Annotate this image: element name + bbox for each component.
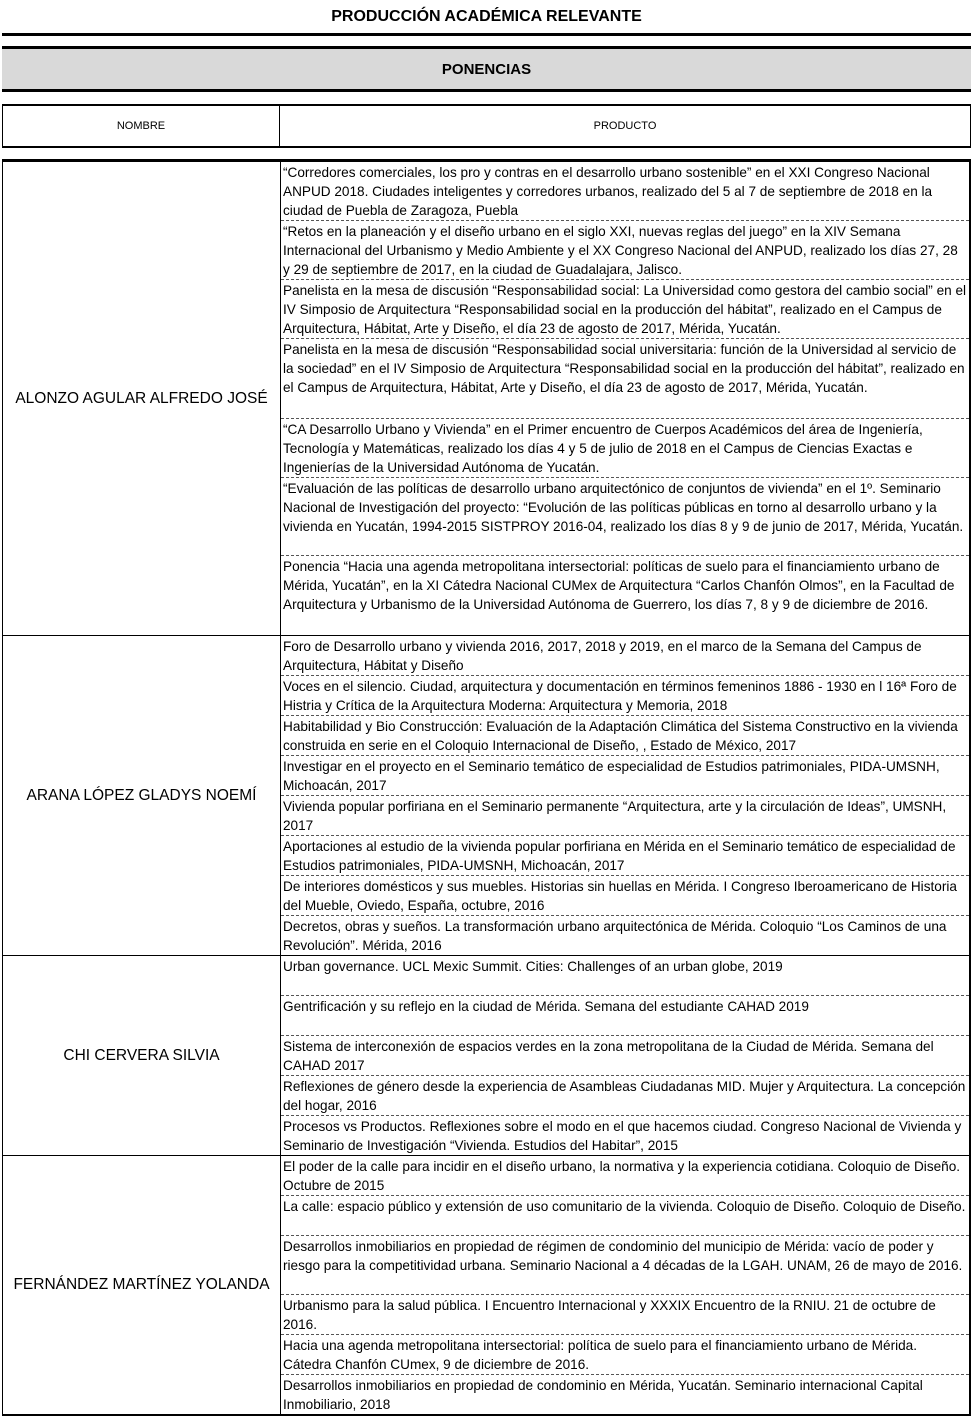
- product-cell: “CA Desarrollo Urbano y Vivienda” en el Primer encuentro de Cuerpos Académicos del área de Ingeniería, Tecnología y Matemáticas, realizado los días 4 y 5 de julio de 2018 en el Campus de Ciencias Exactas e Ingenierías de la Universidad Autónoma de Yucatán.: [281, 419, 971, 478]
- column-header-name: NOMBRE: [2, 106, 280, 146]
- page-title: PRODUCCIÓN ACADÉMICA RELEVANTE: [2, 0, 971, 36]
- product-cell: Voces en el silencio. Ciudad, arquitectura y documentación en términos femeninos 1886 - 1930 en l 16ª Foro de Histria y Crítica de la Arquitectura Moderna: Arquitectura y Memoria, 2018: [281, 676, 971, 716]
- column-header-product: PRODUCTO: [280, 106, 971, 146]
- author-name: ALONZO AGULAR ALFREDO JOSÉ: [3, 161, 281, 636]
- author-name: ARANA LÓPEZ GLADYS NOEMÍ: [3, 636, 281, 956]
- product-cell: Panelista en la mesa de discusión “Responsabilidad social: La Universidad como gestora del cambio social” en el IV Simposio de Arquitectura “Responsabilidad social en la producción del hábitat”, realizado en el Campus de Arquitectura, Hábitat, Arte y Diseño, el día 23 de agosto de 2017, Mérida, Yucatán.: [281, 280, 971, 339]
- product-cell: La calle: espacio público y extensión de uso comunitario de la vivienda. Coloquio de Diseño. Coloquio de Diseño.: [281, 1196, 971, 1236]
- product-cell: “Corredores comerciales, los pro y contras en el desarrollo urbano sostenible” en el XXI Congreso Nacional ANPUD 2018. Ciudades inteligentes y corredores urbanos, realizado del 5 al 7 de septiembre de 2018 en la ciudad de Puebla de Zaragoza, Puebla: [281, 161, 971, 221]
- product-cell: Aportaciones al estudio de la vivienda popular porfiriana en Mérida en el Seminario temático de especialidad de Estudios patrimoniales, PIDA-UMSNH, Michoacán, 2017: [281, 836, 971, 876]
- product-cell: Sistema de interconexión de espacios verdes en la zona metropolitana de la Ciudad de Mérida. Semana del CAHAD 2017: [281, 1036, 971, 1076]
- table-header: [2, 104, 971, 148]
- table-row: [3, 1156, 971, 1196]
- product-cell: Panelista en la mesa de discusión “Responsabilidad social universitaria: función de la Universidad al servicio de la sociedad” en el IV Simposio de Arquitectura “Responsabilidad social en la producción del hábitat”, realizado en el Campus de Arquitectura, Hábitat, Arte y Diseño, el día 23 de agosto de 2017, Mérida, Yucatán.: [281, 339, 971, 419]
- product-cell: Urbanismo para la salud pública. I Encuentro Internacional y XXXIX Encuentro de la RNIU. 21 de octubre de 2016.: [281, 1295, 971, 1335]
- product-cell: Decretos, obras y sueños. La transformación urbano arquitectónica de Mérida. Coloquio “Los Caminos de una Revolución”. Mérida, 2016: [281, 916, 971, 956]
- product-cell: Vivienda popular porfiriana en el Seminario permanente “Arquitectura, arte y la circulación de Ideas”, UMSNH, 2017: [281, 796, 971, 836]
- table-row: [3, 161, 971, 221]
- product-cell: El poder de la calle para incidir en el diseño urbano, la normativa y la experiencia cotidiana. Coloquio de Diseño. Octubre de 2015: [281, 1156, 971, 1196]
- product-cell: Habitabilidad y Bio Construcción: Evaluación de la Adaptación Climática del Sistema Constructivo en la vivienda construida en serie en el Coloquio Internacional de Diseño, , Estado de México, 2017: [281, 716, 971, 756]
- product-cell: Reflexiones de género desde la experiencia de Asambleas Ciudadanas MID. Mujer y Arquitectura. La concepción del hogar, 2016: [281, 1076, 971, 1116]
- product-cell: Ponencia “Hacia una agenda metropolitana intersectorial: políticas de suelo para el financiamiento urbano de Mérida, Yucatán”, en la XI Cátedra Nacional CUMex de Arquitectura “Carlos Chanfón Olmos”, en la Facultad de Arquitectura y Urbanismo de la Universidad Autónoma de Guerrero, los días 7, 8 y 9 de diciembre de 2016.: [281, 556, 971, 636]
- product-cell: Desarrollos inmobiliarios en propiedad de condominio en Mérida, Yucatán. Seminario internacional Capital Inmobiliario, 2018: [281, 1375, 971, 1416]
- product-cell: “Retos en la planeación y el diseño urbano en el siglo XXI, nuevas reglas del juego” en la XIV Semana Internacional del Urbanismo y Medio Ambiente y el XX Congreso Nacional del ANPUD, realizado los días 27, 28 y 29 de septiembre de 2017, en la ciudad de Guadalajara, Jalisco.: [281, 221, 971, 280]
- product-cell: De interiores domésticos y sus muebles. Historias sin huellas en Mérida. I Congreso Iberoamericano de Historia del Mueble, Oviedo, España, octubre, 2016: [281, 876, 971, 916]
- author-name: CHI CERVERA SILVIA: [3, 956, 281, 1156]
- author-name: FERNÁNDEZ MARTÍNEZ YOLANDA: [3, 1156, 281, 1416]
- product-cell: Desarrollos inmobiliarios en propiedad de régimen de condominio del municipio de Mérida: vacío de poder y riesgo para la competitividad urbana. Seminario Nacional a 4 décadas de la LGAH. UNAM, 26 de mayo de 2016.: [281, 1236, 971, 1295]
- ponencias-table: [2, 159, 971, 1416]
- product-cell: Urban governance. UCL Mexic Summit. Cities: Challenges of an urban globe, 2019: [281, 956, 971, 996]
- product-cell: Hacia una agenda metropolitana intersectorial: política de suelo para el financiamiento urbano de Mérida. Cátedra Chanfón CUmex, 9 de diciembre de 2016.: [281, 1335, 971, 1375]
- table-row: [3, 956, 971, 996]
- product-cell: Gentrificación y su reflejo en la ciudad de Mérida. Semana del estudiante CAHAD 2019: [281, 996, 971, 1036]
- section-title: PONENCIAS: [2, 46, 971, 92]
- product-cell: Foro de Desarrollo urbano y vivienda 2016, 2017, 2018 y 2019, en el marco de la Semana del Campus de Arquitectura, Hábitat y Diseño: [281, 636, 971, 676]
- table-row: [3, 636, 971, 676]
- product-cell: Procesos vs Productos. Reflexiones sobre el modo en el que hacemos ciudad. Congreso Nacional de Vivienda y Seminario de Investigación “Vivienda. Estudios del Habitar”, 2015: [281, 1116, 971, 1156]
- product-cell: Investigar en el proyecto en el Seminario temático de especialidad de Estudios patrimoniales, PIDA-UMSNH, Michoacán, 2017: [281, 756, 971, 796]
- product-cell: “Evaluación de las políticas de desarrollo urbano arquitectónico de conjuntos de vivienda” en el 1º. Seminario Nacional de Investigación del proyecto: “Evolución de las políticas públicas en torno al desarrollo urbano y la vivienda en Yucatán, 1994-2015 SISTPROY 2016-04, realizado los días 8 y 9 de junio de 2017, Mérida, Yucatán.: [281, 478, 971, 556]
